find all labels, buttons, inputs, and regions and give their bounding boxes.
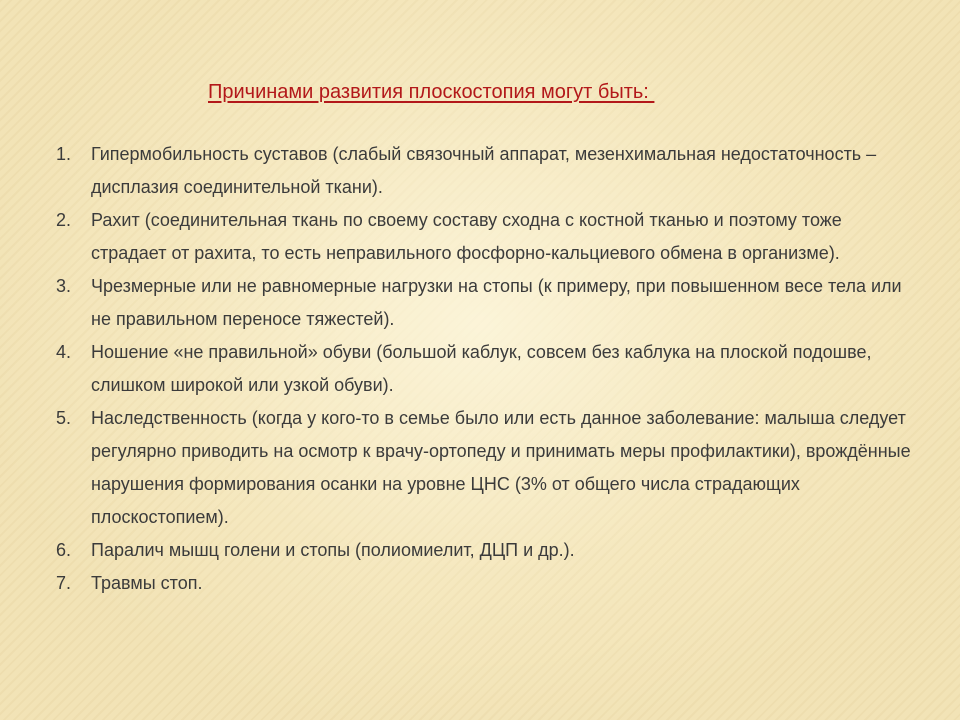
list-item-number: 6.	[56, 540, 72, 560]
list-item-number: 2.	[56, 210, 72, 230]
list-item	[56, 336, 916, 402]
list-item-text: Чрезмерные или не равномерные нагрузки на стопы (к примеру, при повышенном весе тела или не правильном переносе тяжестей).	[91, 276, 902, 329]
list-item-text: Ношение «не правильной» обуви (большой каблук, совсем без каблука на плоской подошве, слишком широкой или узкой обуви).	[91, 342, 872, 395]
list-item-number: 1.	[56, 144, 72, 164]
list-item-number: 4.	[56, 342, 72, 362]
list-item-text: Паралич мышц голени и стопы (полиомиелит, ДЦП и др.).	[91, 540, 575, 560]
list-item	[56, 567, 916, 600]
list-item	[56, 270, 916, 336]
list-item	[56, 402, 916, 534]
list-item-number: 3.	[56, 276, 72, 296]
list-item-number: 7.	[56, 573, 72, 593]
list-item	[56, 138, 916, 204]
list-item-text: Гипермобильность суставов (слабый связочный аппарат, мезенхимальная недостаточность – дисплазия соединительной ткани).	[91, 144, 877, 197]
list-item-text: Наследственность (когда у кого-то в семье было или есть данное заболевание: малыша следует регулярно приводить на осмотр к врачу-ортопеду и принимать меры профилактики), врождённые нарушения формирования осанки на уровне ЦНС (3% от общего числа страдающих плоскостопием).	[91, 408, 911, 527]
list-item-text: Травмы стоп.	[91, 573, 203, 593]
list-item-text: Рахит (соединительная ткань по своему составу сходна с костной тканью и поэтому тоже страдает от рахита, то есть неправильного фосфорно-кальциевого обмена в организме).	[91, 210, 842, 263]
causes-list	[56, 138, 916, 600]
list-item	[56, 534, 916, 567]
list-item	[56, 204, 916, 270]
list-item-number: 5.	[56, 408, 72, 428]
slide-title: Причинами развития плоскостопия могут быть:	[208, 81, 655, 103]
